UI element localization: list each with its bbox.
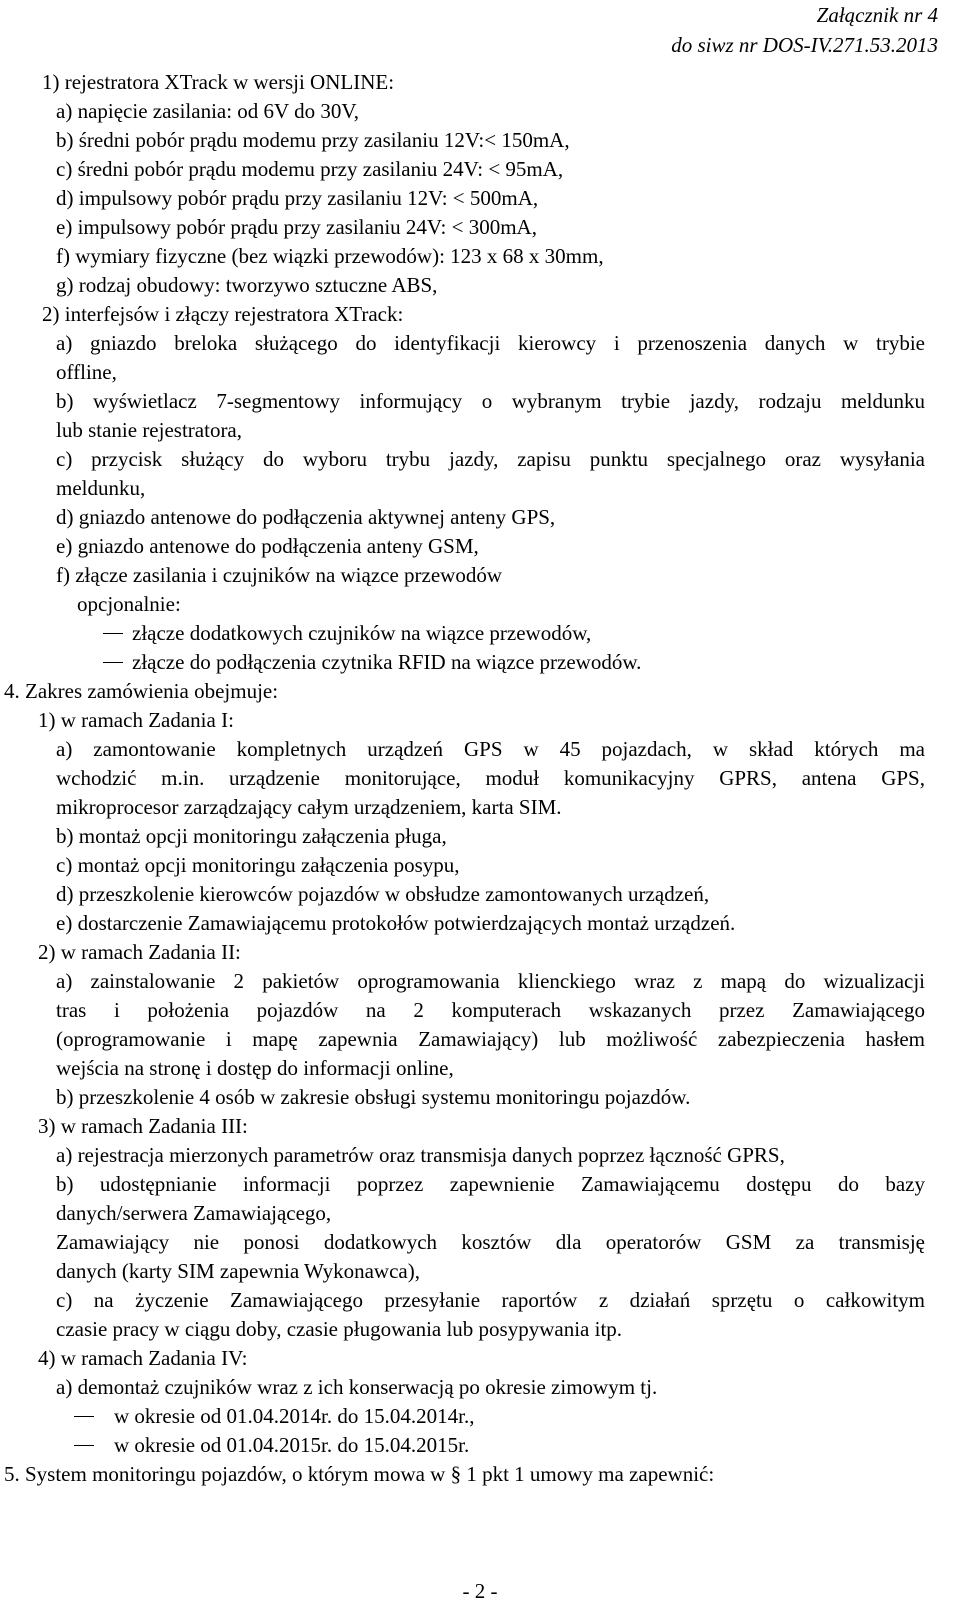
text-line: [0, 996, 960, 1025]
text-line: [0, 1344, 960, 1373]
reference-number: do siwz nr DOS-IV.271.53.2013: [671, 33, 938, 57]
line-text: w okresie od 01.04.2015r. do 15.04.2015r.: [114, 1433, 470, 1457]
line-text: meldunku,: [56, 476, 146, 500]
line-text: (oprogramowanie i mapę zapewnia Zamawiający) lub możliwość zabezpieczenia hasłem: [56, 1027, 925, 1051]
line-text: 1) rejestratora XTrack w wersji ONLINE:: [42, 70, 395, 94]
text-line: [0, 1460, 960, 1489]
text-line: [0, 851, 960, 880]
text-line: [0, 387, 960, 416]
text-line: [0, 764, 960, 793]
line-text: a) demontaż czujników wraz z ich konserwacją po okresie zimowym tj.: [56, 1375, 658, 1399]
text-line: [0, 474, 960, 503]
text-line: [0, 822, 960, 851]
text-line: [0, 1054, 960, 1083]
line-text: mikroprocesor zarządzający całym urządzeniem, karta SIM.: [56, 795, 562, 819]
text-line: [0, 242, 960, 271]
line-text: d) przeszkolenie kierowców pojazdów w obsłudze zamontowanych urządzeń,: [56, 882, 710, 906]
line-text: offline,: [56, 360, 117, 384]
line-text: e) dostarczenie Zamawiającemu protokołów potwierdzających montaż urządzeń.: [56, 911, 736, 935]
document-header: [671, 0, 938, 60]
text-line: [0, 1257, 960, 1286]
line-text: 5. System monitoringu pojazdów, o którym mowa w § 1 pkt 1 umowy ma zapewnić:: [4, 1462, 715, 1486]
text-line: [0, 706, 960, 735]
text-line: [0, 909, 960, 938]
line-text: g) rodzaj obudowy: tworzywo sztuczne ABS,: [56, 273, 438, 297]
line-text: czasie pracy w ciągu doby, czasie pługowania lub posypywania itp.: [56, 1317, 623, 1341]
line-text: f) złącze zasilania i czujników na wiązce przewodów: [56, 563, 503, 587]
text-line: [0, 416, 960, 445]
text-line: [0, 68, 960, 97]
text-line: [0, 1083, 960, 1112]
text-line: [0, 735, 960, 764]
line-text: a) zamontowanie kompletnych urządzeń GPS w 45 pojazdach, w skład których ma: [56, 737, 925, 761]
text-line: [0, 1199, 960, 1228]
text-line: [0, 1141, 960, 1170]
line-text: wchodzić m.in. urządzenie monitorujące, moduł komunikacyjny GPRS, antena GPS,: [56, 766, 925, 790]
text-line: [0, 271, 960, 300]
text-line: [0, 1373, 960, 1402]
bullet-item: [0, 1402, 960, 1431]
dash-bullet-icon: [103, 662, 123, 663]
text-line: [0, 1112, 960, 1141]
line-text: 3) w ramach Zadania III:: [38, 1114, 248, 1138]
text-line: [0, 155, 960, 184]
line-text: 4. Zakres zamówienia obejmuje:: [4, 679, 279, 703]
text-line: [0, 184, 960, 213]
line-text: a) zainstalowanie 2 pakietów oprogramowania klienckiego wraz z mapą do wizualizacji: [56, 969, 925, 993]
text-line: [0, 97, 960, 126]
line-text: b) średni pobór prądu modemu przy zasilaniu 12V:< 150mA,: [56, 128, 570, 152]
line-text: 4) w ramach Zadania IV:: [38, 1346, 248, 1370]
line-text: e) impulsowy pobór prądu przy zasilaniu 24V: < 300mA,: [56, 215, 537, 239]
text-line: [0, 300, 960, 329]
line-text: wejścia na stronę i dostęp do informacji online,: [56, 1056, 454, 1080]
document-body: [0, 68, 960, 1489]
line-text: c) przycisk służący do wyboru trybu jazdy, zapisu punktu specjalnego oraz wysyłania: [56, 447, 925, 471]
line-text: a) napięcie zasilania: od 6V do 30V,: [56, 99, 360, 123]
text-line: [0, 880, 960, 909]
line-text: 2) w ramach Zadania II:: [38, 940, 241, 964]
dash-bullet-icon: [74, 1445, 94, 1446]
line-text: e) gniazdo antenowe do podłączenia anteny GSM,: [56, 534, 479, 558]
text-line: [0, 967, 960, 996]
line-text: c) na życzenie Zamawiającego przesyłanie raportów z działań sprzętu o całkowitym: [56, 1288, 925, 1312]
line-text: 2) interfejsów i złączy rejestratora XTrack:: [42, 302, 404, 326]
line-text: c) średni pobór prądu modemu przy zasilaniu 24V: < 95mA,: [56, 157, 564, 181]
line-text: opcjonalnie:: [77, 592, 181, 616]
text-line: [0, 213, 960, 242]
line-text: 1) w ramach Zadania I:: [38, 708, 234, 732]
text-line: [0, 561, 960, 590]
dash-bullet-icon: [74, 1416, 94, 1417]
text-line: [0, 1025, 960, 1054]
line-text: lub stanie rejestratora,: [56, 418, 243, 442]
line-text: w okresie od 01.04.2014r. do 15.04.2014r.,: [114, 1404, 475, 1428]
text-line: [0, 358, 960, 387]
text-line: [0, 329, 960, 358]
text-line: [0, 532, 960, 561]
line-text: a) rejestracja mierzonych parametrów oraz transmisja danych poprzez łączność GPRS,: [56, 1143, 785, 1167]
text-line: [0, 590, 960, 619]
line-text: b) przeszkolenie 4 osób w zakresie obsługi systemu monitoringu pojazdów.: [56, 1085, 691, 1109]
text-line: [0, 1228, 960, 1257]
line-text: c) montaż opcji monitoringu załączenia posypu,: [56, 853, 460, 877]
text-line: [0, 126, 960, 155]
bullet-item: [0, 619, 960, 648]
dash-bullet-icon: [103, 633, 123, 634]
bullet-item: [0, 1431, 960, 1460]
line-text: danych (karty SIM zapewnia Wykonawca),: [56, 1259, 420, 1283]
line-text: b) montaż opcji monitoringu załączenia pługa,: [56, 824, 447, 848]
line-text: b) udostępnianie informacji poprzez zapewnienie Zamawiającemu dostępu do bazy: [56, 1172, 925, 1196]
line-text: złącze dodatkowych czujników na wiązce przewodów,: [132, 621, 592, 645]
text-line: [0, 677, 960, 706]
line-text: d) impulsowy pobór prądu przy zasilaniu 12V: < 500mA,: [56, 186, 539, 210]
text-line: [0, 1286, 960, 1315]
page-number: - 2 -: [462, 1579, 498, 1603]
bullet-item: [0, 648, 960, 677]
line-text: f) wymiary fizyczne (bez wiązki przewodów): 123 x 68 x 30mm,: [56, 244, 604, 268]
line-text: a) gniazdo breloka służącego do identyfikacji kierowcy i przenoszenia danych w trybie: [56, 331, 925, 355]
text-line: [0, 1170, 960, 1199]
line-text: d) gniazdo antenowe do podłączenia aktywnej anteny GPS,: [56, 505, 556, 529]
line-text: Zamawiający nie ponosi dodatkowych kosztów dla operatorów GSM za transmisję: [56, 1230, 925, 1254]
line-text: tras i położenia pojazdów na 2 komputerach wskazanych przez Zamawiającego: [56, 998, 925, 1022]
text-line: [0, 1315, 960, 1344]
text-line: [0, 938, 960, 967]
text-line: [0, 503, 960, 532]
line-text: złącze do podłączenia czytnika RFID na wiązce przewodów.: [132, 650, 642, 674]
line-text: danych/serwera Zamawiającego,: [56, 1201, 332, 1225]
text-line: [0, 445, 960, 474]
text-line: [0, 793, 960, 822]
line-text: b) wyświetlacz 7-segmentowy informujący o wybranym trybie jazdy, rodzaju meldunku: [56, 389, 925, 413]
attachment-label: Załącznik nr 4: [816, 3, 938, 27]
